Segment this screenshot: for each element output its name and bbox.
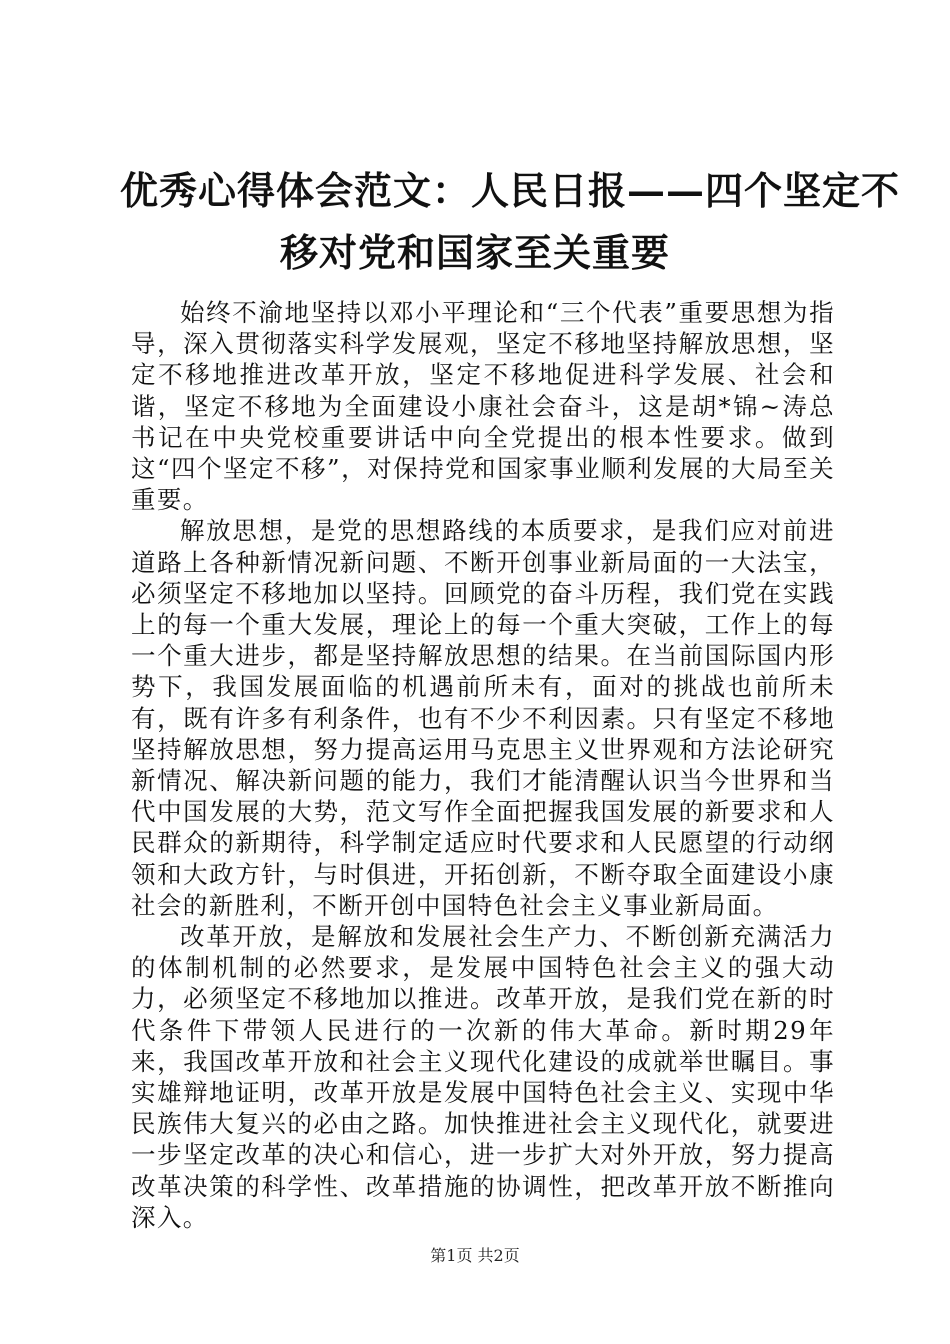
title-line-2: 移对党和国家至关重要 (279, 230, 670, 275)
document-title (120, 160, 901, 284)
document-body (131, 297, 835, 1233)
paragraph-1: 始终不渝地坚持以邓小平理论和“三个代表”重要思想为指导，深入贯彻落实科学发展观，坚定不移地坚持解放思想，坚定不移地推进改革开放，坚定不移地促进科学发展、社会和谐，坚定不移地为全面建设小康社会奋斗，这是胡*锦~涛总书记在中央党校重要讲话中向全党提出的根本性要求。做到这“四个坚定不移”，对保持党和国家事业顺利发展的大局至关重要。 (131, 298, 835, 515)
paragraph-2: 解放思想，是党的思想路线的本质要求，是我们应对前进道路上各种新情况新问题、不断开创事业新局面的一大法宝，必须坚定不移地加以坚持。回顾党的奋斗历程，我们党在实践上的每一个重大发展，理论上的每一个重大突破，工作上的每一个重大进步，都是坚持解放思想的结果。在当前国际国内形势下，我国发展面临的机遇前所未有，面对的挑战也前所未有，既有许多有利条件，也有不少不利因素。只有坚定不移地坚持解放思想，努力提高运用马克思主义世界观和方法论研究新情况、解决新问题的能力，我们才能清醒认识当今世界和当代中国发展的大势，范文写作全面把握我国发展的新要求和人民群众的新期待，科学制定适应时代要求和人民愿望的行动纲领和大政方针，与时俱进，开拓创新，不断夺取全面建设小康社会的新胜利，不断开创中国特色社会主义事业新局面。 (131, 516, 835, 920)
title-line-1: 优秀心得体会范文：人民日报——四个坚定不 (120, 168, 901, 213)
paragraph-3: 改革开放，是解放和发展社会生产力、不断创新充满活力的体制机制的必然要求，是发展中国特色社会主义的强大动力，必须坚定不移地加以推进。改革开放，是我们党在新的时代条件下带领人民进行的一次新的伟大革命。新时期29年来，我国改革开放和社会主义现代化建设的成就举世瞩目。事实雄辩地证明，改革开放是发展中国特色社会主义、实现中华民族伟大复兴的必由之路。加快推进社会主义现代化，就要进一步坚定改革的决心和信心，进一步扩大对外开放，努力提高改革决策的科学性、改革措施的协调性，把改革开放不断推向深入。 (131, 922, 835, 1232)
page-number-footer: 第1页 共2页 (430, 1246, 520, 1265)
